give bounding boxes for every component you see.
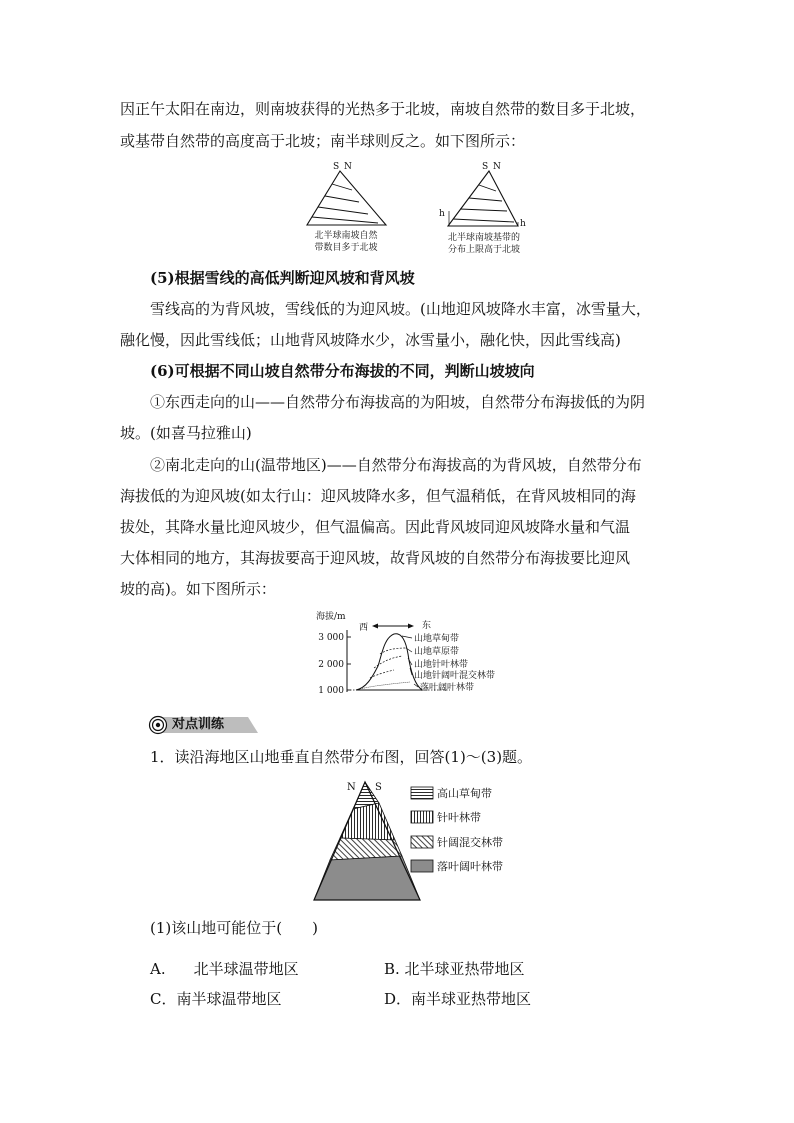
section-heading-6: (6)可根据不同山坡自然带分布海拔的不同，判断山坡坡向 bbox=[150, 362, 535, 380]
legend-swatch-conifer bbox=[411, 811, 433, 823]
legend bbox=[411, 786, 503, 873]
option-a-letter: A. bbox=[150, 960, 166, 978]
legend-label: 针叶林带 bbox=[437, 811, 481, 824]
paragraph-line: 因正午太阳在南边，则南坡获得的光热多于北坡，南坡自然带的数目多于北坡， bbox=[120, 100, 646, 118]
left-caption-1: 北半球南坡自然 bbox=[314, 231, 378, 241]
option-d: D．南半球亚热带地区 bbox=[384, 990, 532, 1008]
legend-swatch-meadow bbox=[411, 787, 433, 799]
mountain-profile bbox=[356, 634, 422, 690]
zone-label: 山地草原带 bbox=[414, 647, 460, 657]
north-label: N bbox=[493, 162, 501, 172]
north-label: N bbox=[344, 162, 352, 172]
left-triangle-diagram bbox=[307, 162, 386, 253]
zonation-triangle bbox=[314, 782, 420, 900]
section-heading-5: (5)根据雪线的高低判断迎风坡和背风坡 bbox=[150, 269, 415, 287]
option-a bbox=[150, 959, 299, 979]
paragraph-line: 雪线高的为背风坡，雪线低的为迎风坡。(山地迎风坡降水丰富，冰雪量大， bbox=[150, 300, 651, 318]
tick-label: 3 000 bbox=[318, 633, 344, 643]
option-a-text: 北半球温带地区 bbox=[193, 960, 299, 978]
y-axis-label: 海拔/m bbox=[316, 612, 346, 622]
h-left-label: h bbox=[439, 209, 445, 219]
zone-label: 山地草甸带 bbox=[414, 634, 460, 644]
zone-label: 山地针阔叶混交林带 bbox=[414, 671, 496, 681]
h-right-label: h bbox=[520, 219, 526, 229]
south-label: S bbox=[333, 162, 340, 172]
sub-question: (1)该山地可能位于( ) bbox=[150, 919, 318, 937]
paragraph-line: 拔处，其降水量比迎风坡少，但气温偏高。因此背风坡同迎风坡降水量和气温 bbox=[120, 518, 631, 536]
south-label: S bbox=[482, 162, 489, 172]
paragraph-line: 海拔低的为迎风坡(如太行山：迎风坡降水多，但气温稍低，在背风坡相同的海 bbox=[120, 487, 636, 505]
east-label: 东 bbox=[422, 621, 432, 631]
north-label: N bbox=[347, 782, 356, 793]
paragraph-line: ①东西走向的山——自然带分布海拔高的为阳坡，自然带分布海拔低的为阴 bbox=[150, 393, 646, 411]
legend-swatch-mixed bbox=[411, 836, 433, 848]
paragraph-line: 大体相同的地方，其海拔要高于迎风坡，故背风坡的自然带分布海拔要比迎风 bbox=[120, 549, 631, 567]
option-c: C．南半球温带地区 bbox=[150, 990, 282, 1008]
legend-label: 落叶阔叶林带 bbox=[437, 860, 503, 873]
paragraph-line: 或基带自然带的高度高于北坡；南半球则反之。如下图所示： bbox=[120, 132, 526, 150]
direction-arrows bbox=[372, 624, 414, 629]
left-caption-2: 带数目多于北坡 bbox=[314, 243, 378, 253]
paragraph-line: 融化慢，因此雪线低；山地背风坡降水少，冰雪量小，融化快，因此雪线高) bbox=[120, 331, 621, 349]
training-tag-label: 对点训练 bbox=[172, 717, 225, 732]
legend-label: 针阔混交林带 bbox=[437, 836, 503, 849]
west-label: 西 bbox=[359, 623, 369, 633]
paragraph-line: 坡的高)。如下图所示： bbox=[120, 580, 276, 598]
right-triangle-diagram bbox=[439, 162, 526, 255]
south-label: S bbox=[375, 782, 382, 793]
legend-swatch-deciduous bbox=[411, 860, 433, 872]
question-stem: 1．读沿海地区山地垂直自然带分布图，回答(1)～(3)题。 bbox=[150, 748, 533, 766]
fig-vertical-zonation bbox=[308, 776, 528, 906]
tick-label: 1 000 bbox=[318, 686, 344, 696]
right-caption-2: 分布上限高于北坡 bbox=[447, 245, 521, 255]
zone-label: 落叶阔叶林带 bbox=[420, 683, 475, 693]
legend-label: 高山草甸带 bbox=[437, 787, 492, 800]
paragraph-line: 坡。(如喜马拉雅山) bbox=[120, 424, 252, 442]
option-b: B. 北半球亚热带地区 bbox=[384, 960, 525, 978]
training-section-tag bbox=[148, 715, 258, 735]
right-caption-1: 北半球南坡基带的 bbox=[447, 233, 521, 243]
fig-mountain-zone-elevation bbox=[310, 608, 530, 700]
paragraph-line: ②南北走向的山(温带地区)——自然带分布海拔高的为背风坡，自然带分布 bbox=[150, 456, 642, 474]
fig-snow-slope-triangles bbox=[296, 156, 536, 260]
zone-label: 山地针叶林带 bbox=[414, 660, 469, 670]
tick-label: 2 000 bbox=[318, 660, 344, 670]
